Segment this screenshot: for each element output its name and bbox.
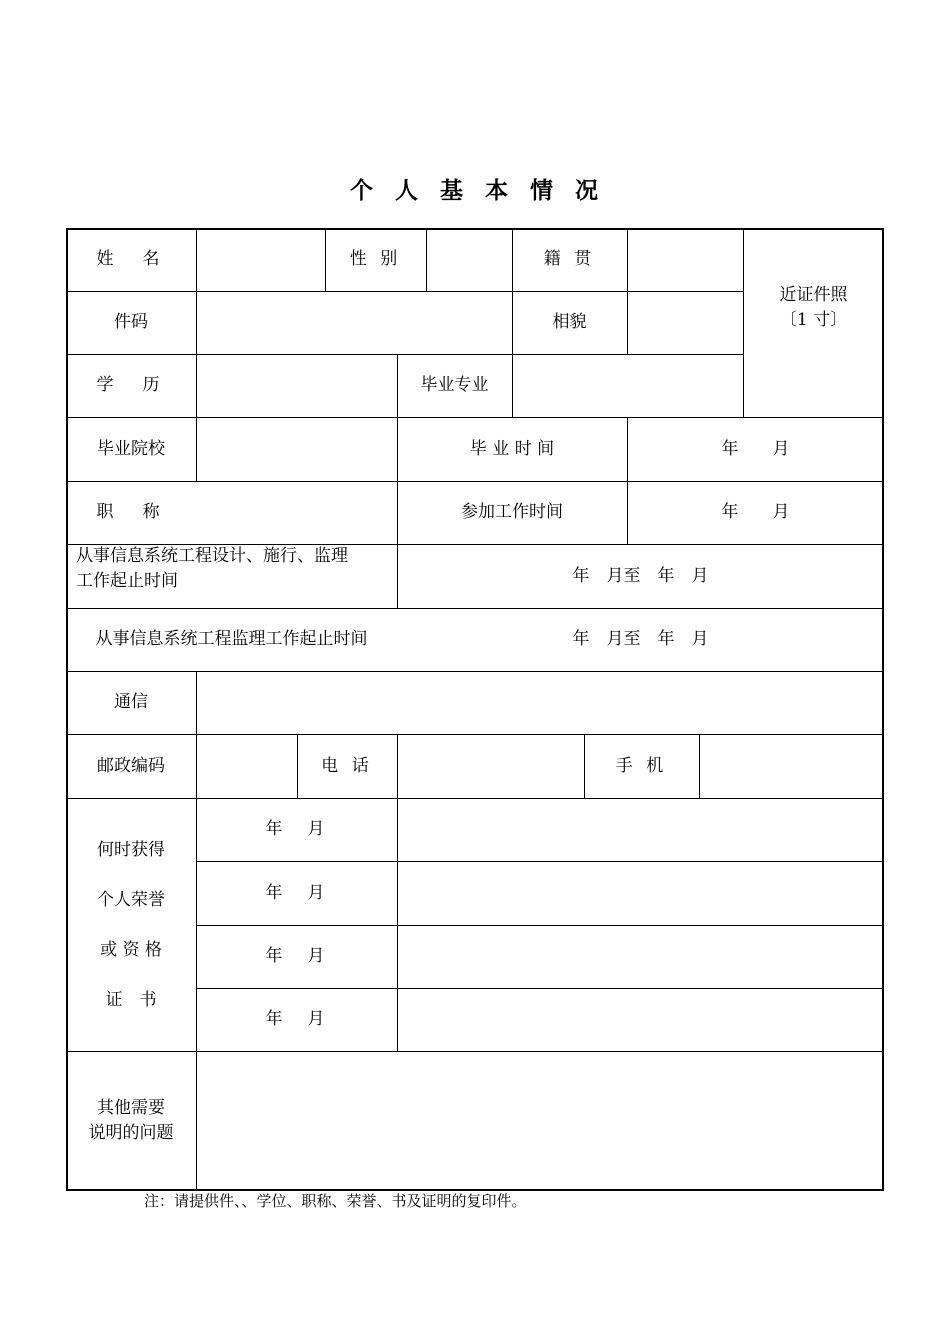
address-label: 通信 <box>114 692 148 712</box>
honor-detail-field[interactable] <box>398 926 882 987</box>
honor-label-line: 个人荣誉 <box>97 889 165 910</box>
honor-date-field[interactable]: 年 月 <box>265 946 329 966</box>
major-field[interactable] <box>513 355 742 416</box>
design-period-line: 工作起止时间 <box>76 571 178 591</box>
postcode-label: 邮政编码 <box>97 755 165 776</box>
school-label: 毕业院校 <box>97 438 165 459</box>
honor-detail-field[interactable] <box>398 862 882 924</box>
phone-field[interactable] <box>398 735 583 797</box>
name-label: 姓 名 <box>96 249 166 269</box>
photo-box[interactable] <box>743 228 884 417</box>
design-period-line: 从事信息系统工程设计、施行、监理 <box>76 546 348 566</box>
footnote: 注：请提供件、、学位、职称、荣誉、书及证明的复印件。 <box>144 1192 527 1210</box>
grad-time-field[interactable]: 年 月 <box>721 438 790 459</box>
other-notes-label <box>66 1051 196 1191</box>
supervision-period-field[interactable]: 年 月至 年 月 <box>572 629 709 649</box>
gender-label: 性 别 <box>349 249 402 269</box>
honor-label <box>66 798 196 1051</box>
address-field[interactable] <box>197 672 882 733</box>
mobile-field[interactable] <box>700 735 882 797</box>
honor-date-field[interactable]: 年 月 <box>265 819 329 839</box>
native-place-field[interactable] <box>628 229 742 290</box>
photo-size-label: 〔1 寸〕 <box>779 310 848 330</box>
design-period-label <box>66 544 397 608</box>
honor-label-line: 或 资 格 <box>100 939 162 960</box>
education-field[interactable] <box>197 355 396 416</box>
mobile-label: 手 机 <box>615 755 668 776</box>
page-title <box>0 172 950 205</box>
design-period-field[interactable]: 年 月至 年 月 <box>572 565 709 586</box>
grad-time-label: 毕 业 时 间 <box>469 438 555 459</box>
other-notes-line: 其他需要 <box>97 1098 165 1118</box>
honor-label-line: 何时获得 <box>97 839 165 860</box>
major-label: 毕业专业 <box>420 375 489 395</box>
honor-date-field[interactable]: 年 月 <box>265 1009 329 1029</box>
title-char: 况 <box>575 178 601 204</box>
honor-detail-field[interactable] <box>398 989 882 1050</box>
photo-label: 近证件照 <box>779 285 848 305</box>
education-label: 学 历 <box>96 375 166 395</box>
personal-info-form <box>66 228 884 1191</box>
other-notes-line: 说明的问题 <box>88 1123 174 1143</box>
id-number-label: 件码 <box>114 312 148 332</box>
gender-field[interactable] <box>427 229 511 290</box>
phone-label: 电 话 <box>321 755 373 776</box>
title-char: 基 <box>439 178 465 204</box>
job-title-field[interactable] <box>197 482 396 543</box>
appearance-field[interactable] <box>628 292 742 353</box>
school-field[interactable] <box>197 418 396 480</box>
title-char: 个 <box>349 178 375 204</box>
title-char: 人 <box>394 178 420 204</box>
appearance-label: 相貌 <box>552 312 587 332</box>
work-start-label: 参加工作时间 <box>461 502 563 522</box>
id-number-field[interactable] <box>197 292 511 353</box>
name-field[interactable] <box>197 229 324 290</box>
title-char: 情 <box>530 178 556 204</box>
title-char: 本 <box>485 178 510 204</box>
supervision-period-label: 从事信息系统工程监理工作起止时间 <box>95 629 368 649</box>
honor-date-field[interactable]: 年 月 <box>265 882 329 903</box>
job-title-label: 职 称 <box>96 502 166 522</box>
honor-label-line: 证 书 <box>105 989 157 1010</box>
other-notes-field[interactable] <box>197 1052 882 1189</box>
honor-detail-field[interactable] <box>398 799 882 860</box>
work-start-field[interactable]: 年 月 <box>721 502 790 522</box>
native-place-label: 籍 贯 <box>543 249 596 269</box>
postcode-field[interactable] <box>197 735 296 797</box>
